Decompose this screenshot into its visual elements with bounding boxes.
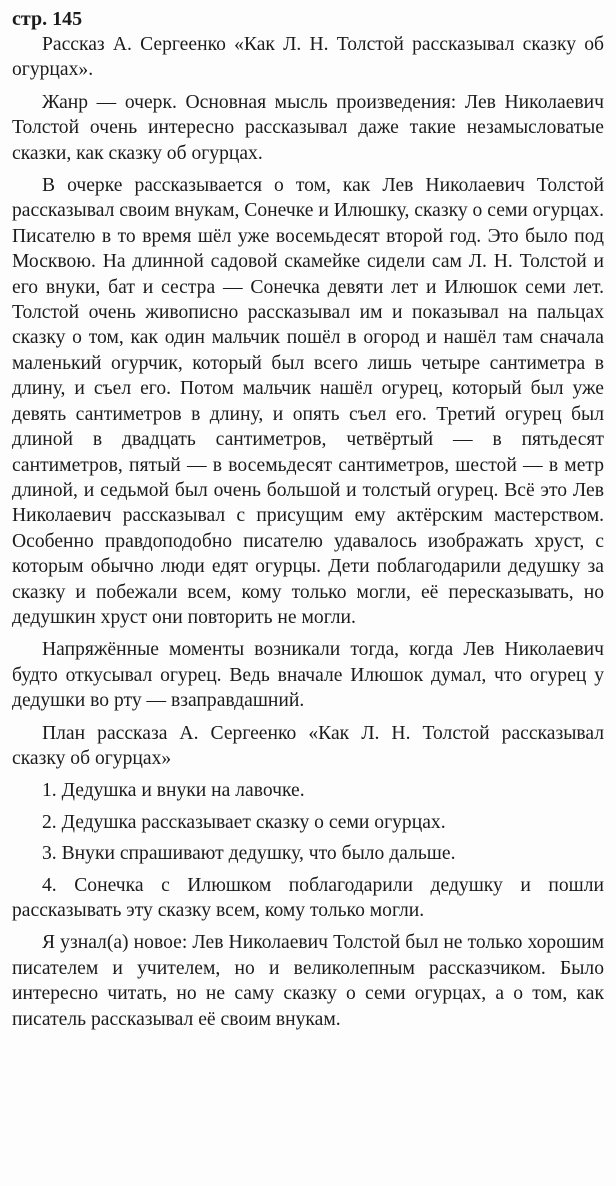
genre-paragraph: Жанр — очерк. Основная мысль произведения: Лев Николаевич Толстой очень интересно рассказывал даже такие незамысловатые сказки, как сказку об огурцах.: [12, 91, 604, 164]
plan-item-number: 1.: [42, 780, 57, 802]
plan-item: [12, 873, 604, 924]
plan-item-text: Внуки спрашивают дедушку, что было дальше.: [61, 843, 456, 865]
story-title: Рассказ А. Сергеенко «Как Л. Н. Толстой рассказывал сказку об огурцах».: [12, 34, 604, 81]
spacer: [12, 714, 604, 721]
plan-item-text: Дедушка и внуки на лавочке.: [61, 780, 305, 802]
plan-item-number: 3.: [42, 843, 57, 865]
page-number: стр. 145: [12, 8, 83, 30]
plan-item-text: Сонечка с Илюшком поблагодарили дедушку и пошли рассказывать эту сказку всем, кому только могли.: [12, 874, 604, 921]
plan-item-number: 4.: [42, 874, 57, 896]
plan-title: План рассказа А. Сергеенко «Как Л. Н. Толстой рассказывал сказку об огурцах»: [12, 722, 604, 769]
plan-item-number: 2.: [42, 811, 57, 833]
page-text-column: [12, 6, 604, 1032]
spacer: [12, 923, 604, 930]
plan-item: [12, 841, 604, 866]
plan-item-text: Дедушка рассказывает сказку о семи огурцах.: [61, 811, 446, 833]
plan-item: [12, 810, 604, 835]
spacer: [12, 771, 604, 778]
plan-item: [12, 778, 604, 803]
spacer: [12, 83, 604, 90]
spacer: [12, 166, 604, 173]
conclusion-paragraph: Я узнал(а) новое: Лев Николаевич Толстой был не только хорошим писателем и учителем, но и великолепным рассказчиком. Было интересно читать, но не саму сказку о семи огурцах, а о том, как писатель рассказывал её своим внукам.: [12, 932, 604, 1030]
summary-paragraph: В очерке рассказывается о том, как Лев Николаевич Толстой рассказывал своим внукам, Сонечке и Илюшку, сказку о семи огурцах. Писателю в то время шёл уже восемьдесят второй год. Это было под Москвою. На длинной садовой скамейке сидели сам Л. Н. Толстой и его внуки, бат и сестра — Сонечка девяти лет и Илюшок семи лет. Толстой очень живописно рассказывал им и показывал на пальцах сказку о том, как один мальчик пошёл в огород и нашёл там сначала маленький огурчик, который был всего лишь четыре сантиметра в длину, и съел его. Потом мальчик нашёл огурец, который был уже девять сантиметров в длину, и опять съел его. Третий огурец был длиной в двадцать сантиметров, четвёртый — в пятьдесят сантиметров, пятый — в восемьдесят сантиметров, шестой — в метр длиной, и седьмой был очень большой и толстый огурец. Всё это Лев Николаевич рассказывал с присущим ему актёрским мастерством. Особенно правдоподобно писателю удавалось изображать хруст, с которым обычно люди едят огурцы. Дети поблагодарили дедушку за сказку и побежали всем, кому только могли, её пересказывать, но дедушкин хруст они повторить не могли.: [12, 175, 604, 628]
plan-list: [12, 778, 604, 923]
tension-paragraph: Напряжённые моменты возникали тогда, когда Лев Николаевич будто откусывал огурец. Ведь вначале Илюшок думал, что огурец у дедушки во рту — взаправдашний.: [12, 639, 604, 712]
spacer: [12, 630, 604, 637]
